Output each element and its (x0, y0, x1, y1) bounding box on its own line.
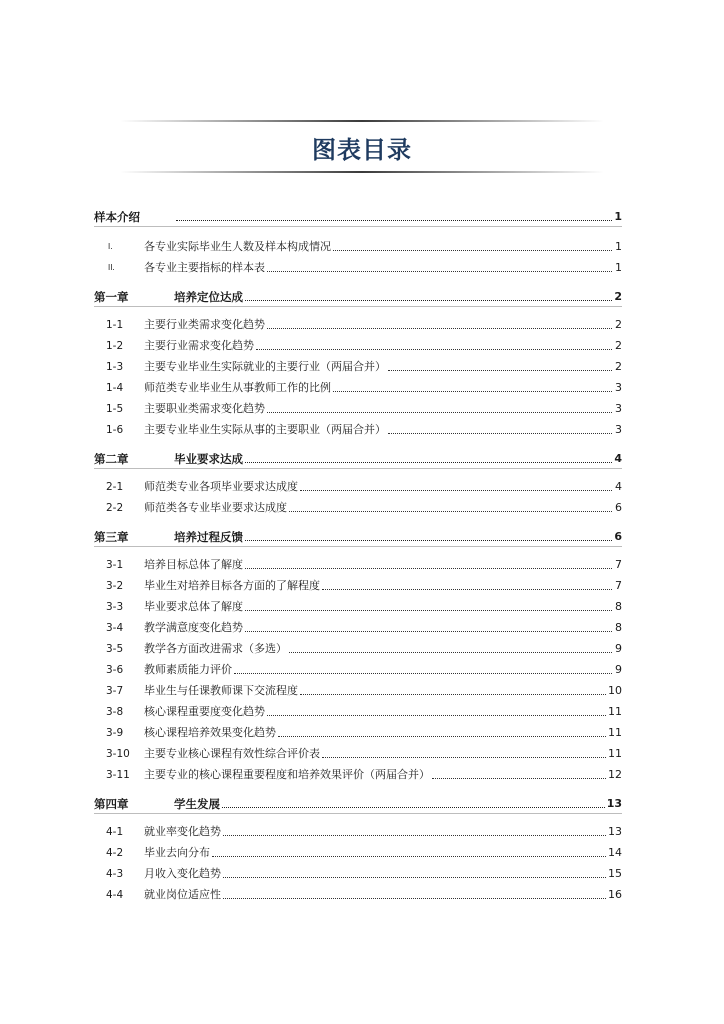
toc-chapter-row[interactable] (94, 528, 622, 544)
item-title: 主要专业毕业生实际就业的主要行业（两届合并） (144, 360, 386, 373)
item-title: 培养目标总体了解度 (144, 558, 243, 571)
toc-item-row[interactable] (94, 823, 622, 839)
toc-item-row[interactable] (94, 598, 622, 614)
item-title: 主要专业的核心课程重要程度和培养效果评价（两届合并） (144, 768, 430, 781)
dot-leader (212, 856, 606, 857)
page-number: 7 (615, 579, 622, 592)
item-title: 毕业生对培养目标各方面的了解程度 (144, 579, 320, 592)
page-number: 3 (615, 423, 622, 436)
page-number: 3 (615, 402, 622, 415)
item-title: 就业岗位适应性 (144, 888, 221, 901)
dot-leader (300, 490, 612, 491)
item-title: 主要行业需求变化趋势 (144, 339, 254, 352)
item-title: 月收入变化趋势 (144, 867, 221, 880)
toc-chapter-row[interactable] (94, 795, 622, 811)
chapter-separator (94, 306, 622, 307)
item-number: 3-6 (106, 664, 124, 676)
page-number: 16 (608, 888, 622, 901)
chapter-title: 学生发展 (174, 797, 220, 811)
dot-leader (223, 835, 606, 836)
item-title: 各专业实际毕业生人数及样本构成情况 (144, 240, 331, 253)
dot-leader (289, 652, 612, 653)
toc-item-row[interactable] (94, 337, 622, 353)
page-number: 14 (608, 846, 622, 859)
chapter-title: 毕业要求达成 (174, 452, 243, 466)
dot-leader (223, 898, 606, 899)
page-number: 2 (615, 318, 622, 331)
toc-chapter-row[interactable] (94, 208, 622, 224)
item-title: 主要专业核心课程有效性综合评价表 (144, 747, 320, 760)
page-number: 6 (615, 501, 622, 514)
item-title: 师范类专业各项毕业要求达成度 (144, 480, 298, 493)
item-number: 4-3 (106, 868, 124, 880)
toc-item-row[interactable] (94, 259, 622, 275)
item-title: 就业率变化趋势 (144, 825, 221, 838)
item-number: 3-2 (106, 580, 124, 592)
dot-leader (245, 540, 612, 541)
dot-leader (300, 694, 606, 695)
page-number: 13 (606, 797, 622, 810)
page-number: 4 (614, 452, 622, 465)
item-number: 3-4 (106, 622, 124, 634)
page-number: 10 (608, 684, 622, 697)
toc-item-row[interactable] (94, 745, 622, 761)
page-number: 3 (615, 381, 622, 394)
item-title: 师范类专业毕业生从事教师工作的比例 (144, 381, 331, 394)
page-number: 2 (615, 339, 622, 352)
dot-leader (234, 673, 612, 674)
item-number: 3-3 (106, 601, 124, 613)
page-number: 8 (615, 621, 622, 634)
item-title: 教学满意度变化趋势 (144, 621, 243, 634)
page-number: 6 (614, 530, 622, 543)
toc-item-row[interactable] (94, 886, 622, 902)
dot-leader (432, 778, 606, 779)
toc-item-row[interactable] (94, 478, 622, 494)
item-number: 1-3 (106, 361, 124, 373)
item-number: 4-2 (106, 847, 124, 859)
chapter-number: 第三章 (94, 530, 129, 544)
chapter-separator (94, 813, 622, 814)
dot-leader (256, 349, 612, 350)
page-number: 1 (615, 240, 622, 253)
dot-leader (322, 589, 612, 590)
toc-item-row[interactable] (94, 661, 622, 677)
toc-item-row[interactable] (94, 766, 622, 782)
toc-item-row[interactable] (94, 682, 622, 698)
dot-leader (222, 807, 605, 808)
dot-leader (245, 568, 612, 569)
item-title: 主要行业类需求变化趋势 (144, 318, 265, 331)
item-number: 3-11 (106, 769, 130, 781)
toc-chapter-row[interactable] (94, 288, 622, 304)
page-number: 1 (615, 261, 622, 274)
item-number: 4-1 (106, 826, 124, 838)
dot-leader (289, 511, 612, 512)
dot-leader (176, 220, 612, 221)
page-number: 13 (608, 825, 622, 838)
toc-item-row[interactable] (94, 379, 622, 395)
chapter-number: 第一章 (94, 290, 129, 304)
item-number: 2-2 (106, 502, 124, 514)
chapter-separator (94, 226, 622, 227)
toc-item-row[interactable] (94, 499, 622, 515)
chapter-number: 样本介绍 (94, 210, 140, 224)
item-title: 主要专业毕业生实际从事的主要职业（两届合并） (144, 423, 386, 436)
toc-item-row[interactable] (94, 640, 622, 656)
page-number: 9 (615, 642, 622, 655)
item-title: 教师素质能力评价 (144, 663, 232, 676)
page-number: 7 (615, 558, 622, 571)
item-title: 核心课程重要度变化趋势 (144, 705, 265, 718)
chapter-number: 第四章 (94, 797, 129, 811)
item-number: 4-4 (106, 889, 124, 901)
item-number: 1-1 (106, 319, 124, 331)
item-number: I. (108, 242, 113, 251)
toc-item-row[interactable] (94, 619, 622, 635)
dot-leader (267, 328, 612, 329)
dot-leader (245, 462, 612, 463)
item-number: 3-9 (106, 727, 124, 739)
item-title: 各专业主要指标的样本表 (144, 261, 265, 274)
chapter-title: 培养定位达成 (174, 290, 243, 304)
item-title: 毕业要求总体了解度 (144, 600, 243, 613)
toc-item-row[interactable] (94, 724, 622, 740)
dot-leader (278, 736, 606, 737)
item-number: 1-5 (106, 403, 124, 415)
page-number: 12 (608, 768, 622, 781)
dot-leader (245, 610, 612, 611)
toc-item-row[interactable] (94, 421, 622, 437)
dot-leader (245, 631, 612, 632)
chapter-separator (94, 546, 622, 547)
toc-item-row[interactable] (94, 400, 622, 416)
page-number: 11 (608, 705, 622, 718)
page-number: 8 (615, 600, 622, 613)
chapter-separator (94, 468, 622, 469)
toc-item-row[interactable] (94, 703, 622, 719)
dot-leader (267, 271, 612, 272)
item-number: 3-5 (106, 643, 124, 655)
item-number: 1-4 (106, 382, 124, 394)
item-title: 主要职业类需求变化趋势 (144, 402, 265, 415)
item-number: 3-10 (106, 748, 130, 760)
page-number: 11 (608, 747, 622, 760)
title-bottom-rule (120, 171, 604, 173)
item-number: 1-2 (106, 340, 124, 352)
toc-item-row[interactable] (94, 556, 622, 572)
dot-leader (388, 433, 612, 434)
item-title: 毕业去向分布 (144, 846, 210, 859)
item-number: 3-7 (106, 685, 124, 697)
page-number: 15 (608, 867, 622, 880)
item-title: 教学各方面改进需求（多选） (144, 642, 287, 655)
page-number: 9 (615, 663, 622, 676)
toc-chapter-row[interactable] (94, 450, 622, 466)
item-number: 3-8 (106, 706, 124, 718)
title-block (120, 120, 604, 176)
toc-item-row[interactable] (94, 316, 622, 332)
dot-leader (223, 877, 606, 878)
chapter-title: 培养过程反馈 (174, 530, 243, 544)
dot-leader (333, 391, 612, 392)
toc-item-row[interactable] (94, 844, 622, 860)
item-number: II. (108, 263, 115, 272)
page-number: 4 (615, 480, 622, 493)
page-number: 11 (608, 726, 622, 739)
toc-item-row[interactable] (94, 358, 622, 374)
page-number: 2 (615, 360, 622, 373)
item-number: 1-6 (106, 424, 124, 436)
toc-item-row[interactable] (94, 238, 622, 254)
title-top-rule (120, 120, 604, 122)
page-number: 2 (614, 290, 622, 303)
page-number: 1 (614, 210, 622, 223)
dot-leader (267, 715, 606, 716)
item-number: 2-1 (106, 481, 124, 493)
dot-leader (333, 250, 612, 251)
toc-item-row[interactable] (94, 865, 622, 881)
item-number: 3-1 (106, 559, 124, 571)
toc-item-row[interactable] (94, 577, 622, 593)
chapter-number: 第二章 (94, 452, 129, 466)
dot-leader (267, 412, 612, 413)
page-title: 图表目录 (312, 136, 412, 164)
item-title: 师范类各专业毕业要求达成度 (144, 501, 287, 514)
dot-leader (245, 300, 612, 301)
item-title: 毕业生与任课教师课下交流程度 (144, 684, 298, 697)
dot-leader (388, 370, 612, 371)
dot-leader (322, 757, 606, 758)
item-title: 核心课程培养效果变化趋势 (144, 726, 276, 739)
